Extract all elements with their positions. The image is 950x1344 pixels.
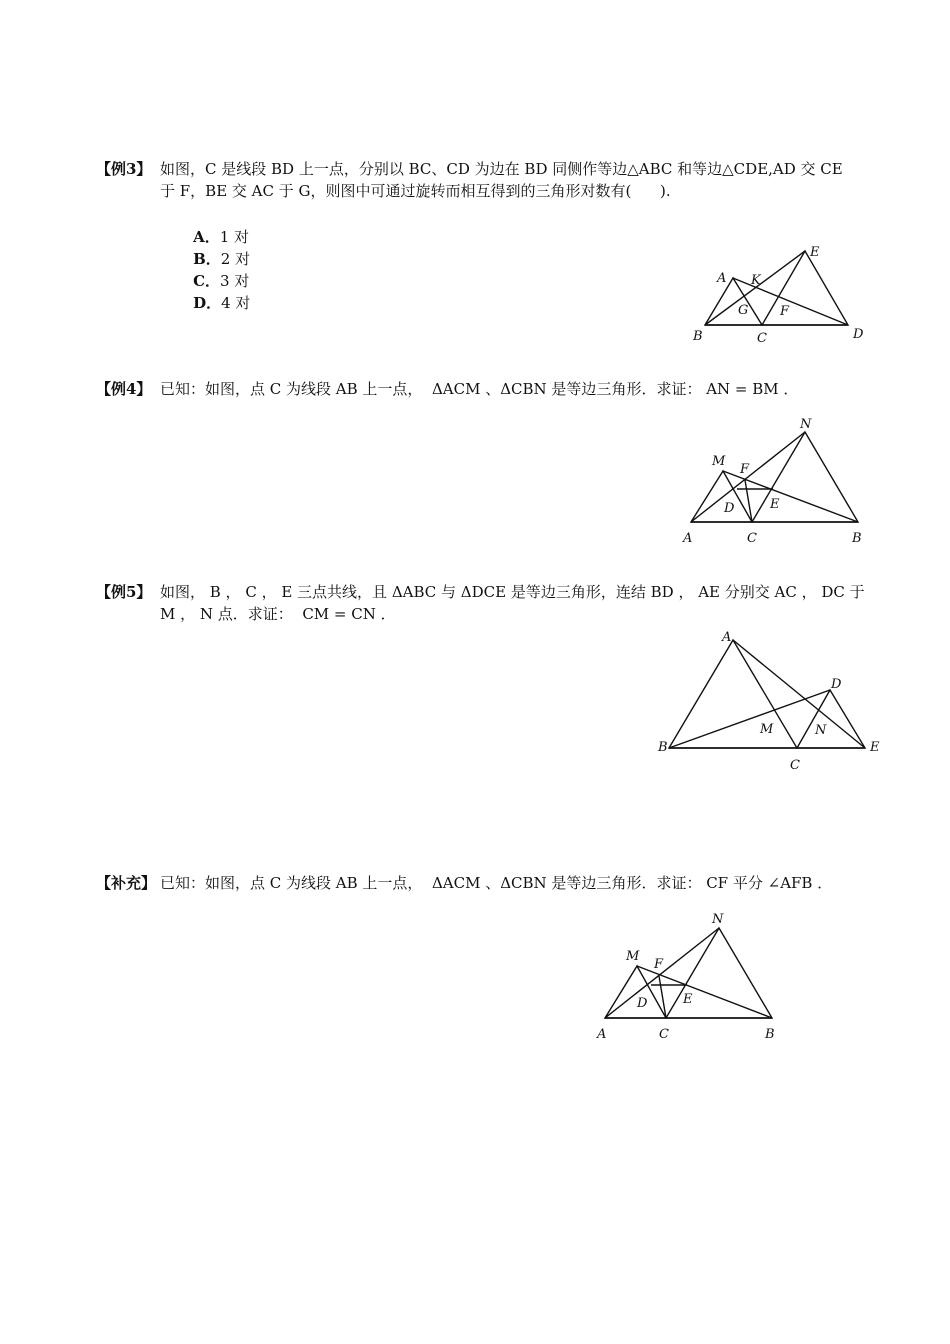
example-5-line-1: 如图， B ， C ， E 三点共线，且 ΔABC 与 ΔDCE 是等边三角形，连结 BD ， AE 分别交 AC ， DC 于	[160, 583, 865, 601]
label-m: M	[712, 454, 726, 469]
example-5-tag: 【例5】	[96, 583, 152, 601]
label-a: A	[717, 271, 727, 286]
label-m: M	[626, 949, 640, 964]
label-n: N	[712, 912, 724, 927]
label-e: E	[683, 992, 693, 1007]
label-e: E	[870, 740, 880, 755]
example-4-tag: 【例4】	[96, 380, 152, 398]
label-c: C	[757, 331, 767, 346]
label-c: C	[659, 1027, 669, 1042]
label-f: F	[654, 957, 664, 972]
label-a: A	[683, 531, 693, 546]
label-a: A	[722, 630, 732, 645]
label-a: A	[597, 1027, 607, 1042]
label-m: M	[760, 722, 774, 737]
example-4-text: 已知：如图，点 C 为线段 AB 上一点， ΔACM 、ΔCBN 是等边三角形．求证： AN = BM ．	[160, 380, 799, 398]
label-n: N	[800, 417, 812, 432]
example-3-line-1: 如图，C 是线段 BD 上一点，分别以 BC、CD 为边在 BD 同侧作等边△ABC 和等边△CDE,AD 交 CE	[160, 160, 843, 178]
label-d: D	[831, 677, 842, 692]
label-b: B	[693, 329, 703, 344]
line-an	[605, 928, 719, 1018]
line-bm	[637, 966, 772, 1018]
label-n: N	[815, 723, 827, 738]
label-c: C	[747, 531, 757, 546]
example-3-tag: 【例3】	[96, 160, 152, 178]
label-e: E	[810, 245, 820, 260]
label-b: B	[852, 531, 862, 546]
label-e: E	[770, 497, 780, 512]
label-d: D	[853, 327, 864, 342]
label-b: B	[658, 740, 668, 755]
choice-b: B．2 对	[193, 250, 251, 268]
label-g: G	[738, 303, 749, 318]
choice-d: D．4 对	[193, 294, 251, 312]
label-k: K	[751, 273, 761, 288]
label-b: B	[765, 1027, 775, 1042]
label-c: C	[790, 758, 800, 773]
label-d: D	[637, 996, 648, 1011]
choice-a: A．1 对	[193, 228, 250, 246]
supplementary-tag: 【补充】	[96, 874, 157, 892]
supplementary-text: 已知：如图，点 C 为线段 AB 上一点， ΔACM 、ΔCBN 是等边三角形．求证： CF 平分 ∠AFB ．	[160, 874, 833, 892]
example-5-line-2: M ， N 点．求证： CM = CN ．	[160, 605, 396, 623]
example-3-line-2: 于 F，BE 交 AC 于 G，则图中可通过旋转而相互得到的三角形对数有( ).	[160, 182, 671, 200]
label-f: F	[780, 304, 790, 319]
choice-c: C．3 对	[193, 272, 250, 290]
label-f: F	[740, 462, 750, 477]
triangle-cbn	[666, 928, 772, 1018]
label-d: D	[724, 501, 735, 516]
